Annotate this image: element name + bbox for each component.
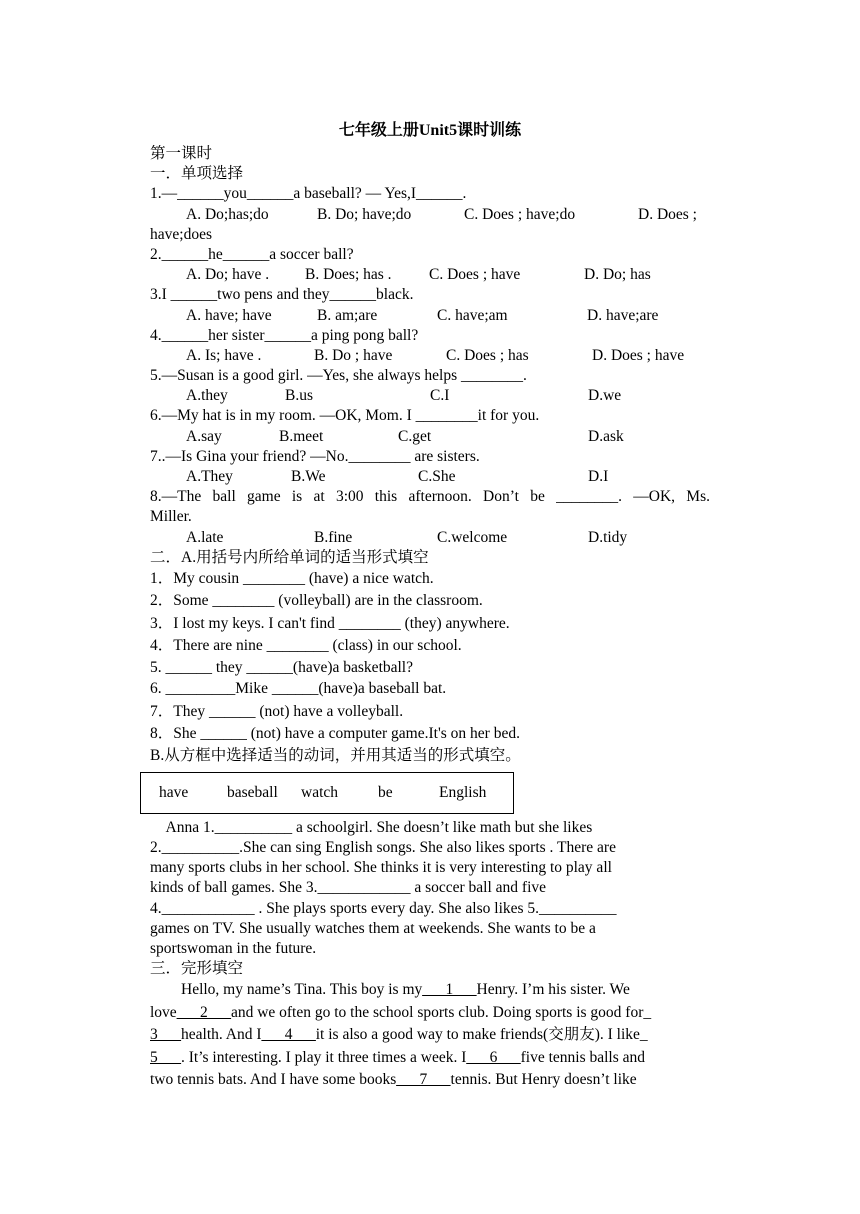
q5-option-b: B.us xyxy=(285,387,313,405)
fill-item-7: 7．They ______ (not) have a volleyball. xyxy=(150,702,404,720)
q8-option-a: A.late xyxy=(186,528,224,546)
q2-options xyxy=(150,265,710,285)
cloze-blank-1: ___1___ xyxy=(422,981,477,999)
word-box xyxy=(140,772,514,814)
q5-option-c: C.I xyxy=(430,387,450,405)
word-box-item-2: baseball xyxy=(227,783,278,801)
q1-option-a: A. Do;has;do xyxy=(186,205,269,223)
q8-stem: 8.—The ball game is at 3:00 this afternoon. Don’t be ________. —OK, Ms. xyxy=(150,488,710,506)
blank-5: __________ xyxy=(539,899,617,917)
q2-option-b: B. Does; has . xyxy=(305,266,392,284)
cloze-blank-4: ___4___ xyxy=(261,1026,316,1044)
word-box-item-4: be xyxy=(378,783,393,801)
q1-stem: 1.—______you______a baseball? — Yes,I______. xyxy=(150,185,467,203)
cloze-blank-3: 3___ xyxy=(150,1026,181,1044)
q8-options xyxy=(150,528,710,548)
q4-option-b: B. Do ; have xyxy=(314,346,393,364)
q7-option-b: B.We xyxy=(291,468,326,485)
word-box-item-3: watch xyxy=(301,783,339,801)
q6-stem: 6.—My hat is in my room. —OK, Mom. I ________it for you. xyxy=(150,407,540,425)
q2-stem: 2.______he______a soccer ball? xyxy=(150,245,354,263)
q3-option-c: C. have;am xyxy=(437,306,508,324)
page-title: 七年级上册Unit5课时训练 xyxy=(338,122,522,139)
passage-line-7: sportswoman in the future. xyxy=(150,939,317,957)
blank-4: ____________ xyxy=(161,899,255,917)
q6-option-d: D.ask xyxy=(588,427,624,445)
blank-2: __________ xyxy=(161,839,240,856)
q2-option-d: D. Do; has xyxy=(584,266,651,284)
passage-line-3: many sports clubs in her school. She thinks it is very interesting to play all xyxy=(150,859,612,877)
q1-option-b: B. Do; have;do xyxy=(317,205,412,223)
cloze-blank-5: 5___ xyxy=(150,1048,181,1066)
passage-line-6: games on TV. She usually watches them at weekends. She wants to be a xyxy=(150,919,596,937)
word-box-item-1: have xyxy=(159,783,189,801)
section3-heading: 三．完形填空 xyxy=(150,960,244,978)
q6-option-b: B.meet xyxy=(279,427,324,445)
word-box-item-5: English xyxy=(439,783,487,801)
q4-option-a: A. Is; have . xyxy=(186,346,262,364)
q6-option-c: C.get xyxy=(398,427,432,445)
passage-line-4: kinds of ball games. She 3.____________ a soccer ball and five xyxy=(150,879,547,897)
q5-option-a: A.they xyxy=(186,387,228,405)
cloze-line-3: 3___health. And I___4___it is also a good way to make friends(交朋友). I like_ xyxy=(150,1026,648,1044)
passage-line-1: Anna 1.__________ a schoolgirl. She doesn’t like math but she likes xyxy=(165,818,593,836)
cloze-blank-6: ___6___ xyxy=(466,1048,521,1066)
cloze-line-4: 5___. It’s interesting. I play it three times a week. I___6___five tennis balls and xyxy=(150,1048,646,1066)
fill-item-8: 8．She ______ (not) have a computer game.It's on her bed. xyxy=(150,725,520,743)
q3-option-b: B. am;are xyxy=(317,306,378,324)
q4-options xyxy=(150,346,710,366)
blank-1: __________ xyxy=(214,818,293,836)
section2-heading: 二．A.用括号内所给单词的适当形式填空 xyxy=(150,548,429,566)
q4-option-d: D. Does ; have xyxy=(592,346,685,364)
lesson-label: 第一课时 xyxy=(150,145,213,162)
q7-option-a: A.They xyxy=(186,468,233,485)
q1-option-d-cont: have;does xyxy=(150,225,212,243)
q4-stem: 4.______her sister______a ping pong ball? xyxy=(150,326,419,344)
cloze-blank-7: ___7___ xyxy=(396,1071,451,1089)
fill-item-2: 2．Some ________ (volleyball) are in the classroom. xyxy=(150,592,483,610)
q8-option-d: D.tidy xyxy=(588,528,628,546)
blank-3: ____________ xyxy=(317,879,411,897)
worksheet xyxy=(150,118,710,1092)
q8-stem-cont: Miller. xyxy=(150,508,192,526)
q3-options xyxy=(150,306,710,326)
cloze-blank-2: ___2___ xyxy=(176,1003,231,1021)
q7-option-c: C.She xyxy=(418,468,456,485)
q5-options xyxy=(150,386,710,406)
cloze-line-5: two tennis bats. And I have some books___7___tennis. But Henry doesn’t like xyxy=(150,1071,637,1089)
q2-option-c: C. Does ; have xyxy=(429,266,521,284)
q6-option-a: A.say xyxy=(186,427,222,445)
passage-line-2: 2.__________.She can sing English songs. She also likes sports . There are xyxy=(150,839,616,856)
cloze-line-1: Hello, my name’s Tina. This boy is my___1___Henry. I’m his sister. We xyxy=(181,981,630,999)
fill-item-4: 4．There are nine ________ (class) in our school. xyxy=(150,637,462,655)
q1-option-c: C. Does ; have;do xyxy=(464,205,576,223)
fill-item-1: 1．My cousin ________ (have) a nice watch. xyxy=(150,569,434,587)
fill-item-3: 3．I lost my keys. I can't find ________ (they) anywhere. xyxy=(150,614,510,632)
q8-option-c: C.welcome xyxy=(437,528,508,546)
fill-item-5: 5. ______ they ______(have)a basketball? xyxy=(150,658,413,676)
q3-option-d: D. have;are xyxy=(587,306,659,324)
section1-heading: 一．单项选择 xyxy=(150,165,244,183)
q1-options xyxy=(150,205,710,225)
q7-stem: 7..—Is Gina your friend? —No.________ are sisters. xyxy=(150,447,480,465)
passage-line-5: 4.____________ . She plays sports every day. She also likes 5.__________ xyxy=(150,899,617,917)
q3-stem: 3.I ______two pens and they______black. xyxy=(150,286,414,304)
cloze-line-2: love___2___and we often go to the school sports club. Doing sports is good for_ xyxy=(150,1003,652,1021)
q2-option-a: A. Do; have . xyxy=(186,266,270,284)
q5-option-d: D.we xyxy=(588,387,622,405)
fill-item-6: 6. _________Mike ______(have)a baseball bat. xyxy=(150,680,447,698)
section2b-heading: B.从方框中选择适当的动词，并用其适当的形式填空。 xyxy=(150,746,521,764)
q5-stem: 5.—Susan is a good girl. —Yes, she always helps ________. xyxy=(150,367,527,385)
q3-option-a: A. have; have xyxy=(186,306,272,324)
q7-option-d: D.I xyxy=(588,468,609,485)
q1-option-d: D. Does ; xyxy=(638,205,697,223)
q4-option-c: C. Does ; has xyxy=(446,346,529,364)
q7-options xyxy=(150,467,710,487)
q6-options xyxy=(150,427,710,447)
q8-option-b: B.fine xyxy=(314,528,353,546)
